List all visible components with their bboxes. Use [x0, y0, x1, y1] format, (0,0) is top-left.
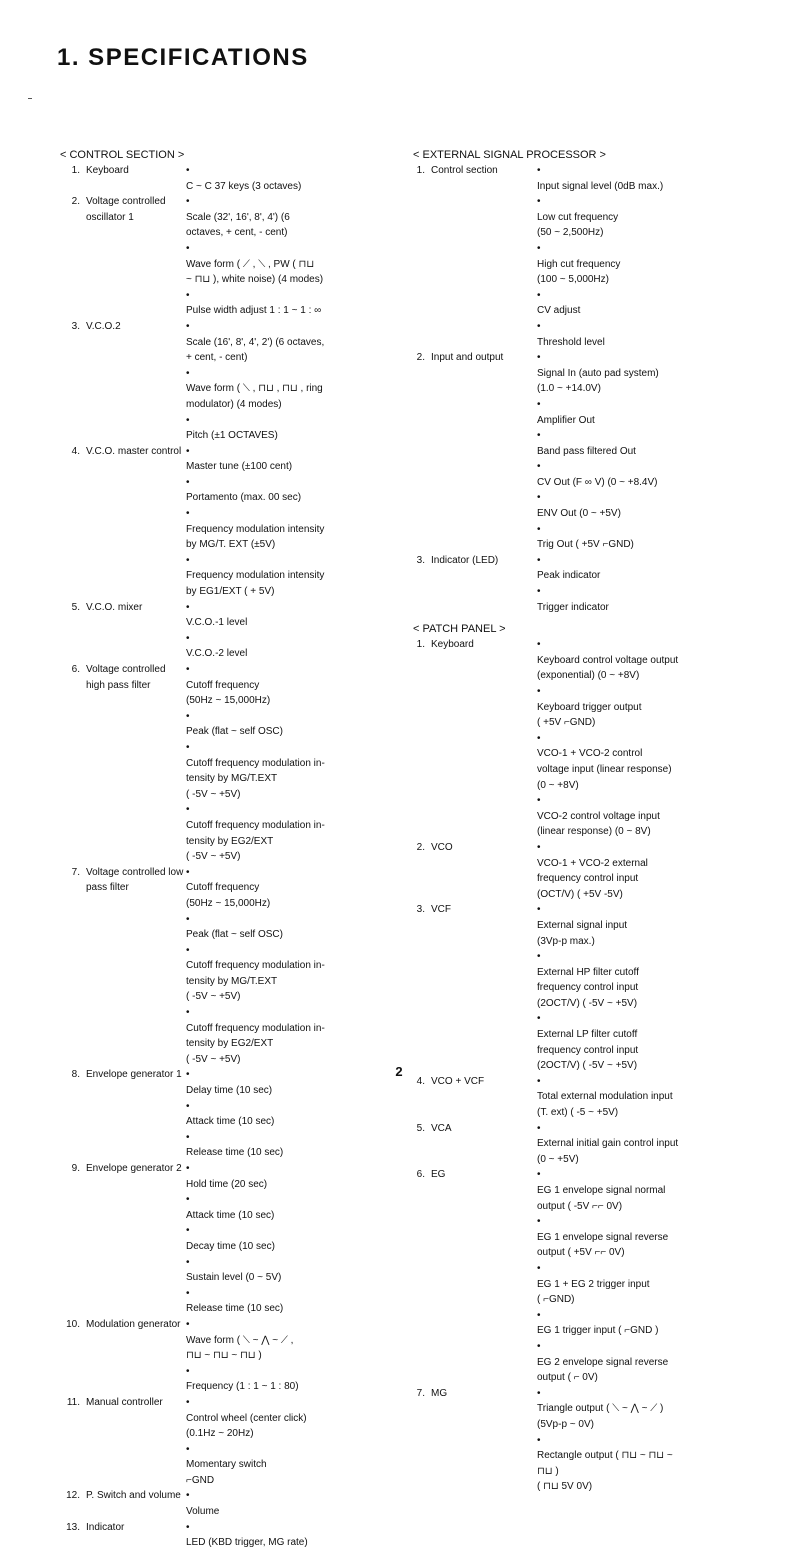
- item-specs: [186, 662, 380, 865]
- item-name: Modulation generator: [86, 1318, 181, 1330]
- spec-item: [413, 1074, 725, 1121]
- spec-line: (50Hz ~ 15,000Hz): [186, 897, 271, 909]
- spec-line: • Master tune (±100 cent): [186, 461, 293, 473]
- item-number: 7.: [416, 1387, 425, 1399]
- spec-bullet: [186, 709, 380, 740]
- item-name: V.C.O.2: [86, 320, 121, 332]
- spec-line: voltage input (linear response): [537, 763, 672, 775]
- spec-line: • C ~ C 37 keys (3 octaves): [186, 180, 302, 192]
- spec-item: [60, 662, 380, 865]
- spec-bullet: [537, 1214, 725, 1261]
- item-number: 3.: [71, 320, 80, 332]
- spec-bullet: [537, 1339, 725, 1386]
- spec-bullet: [537, 241, 725, 288]
- spec-line: ( -5V ~ +5V): [186, 788, 241, 800]
- item-number: 3.: [416, 904, 425, 916]
- spec-line: • External HP filter cutoff: [537, 966, 639, 978]
- spec-line: • Input signal level (0dB max.): [537, 180, 664, 192]
- spec-line: • EG 1 envelope signal reverse: [537, 1231, 669, 1243]
- item-number: 2.: [416, 352, 425, 364]
- spec-bullet: [537, 793, 725, 840]
- spec-item: [60, 1520, 380, 1551]
- item-name: Voltage controlled oscillator 1: [86, 196, 166, 223]
- item-number: 6.: [416, 1169, 425, 1181]
- item-specs: [186, 865, 380, 1068]
- item-specs: [537, 553, 725, 615]
- spec-bullet: [186, 444, 380, 475]
- item-number: 7.: [71, 866, 80, 878]
- spec-bullet: [186, 475, 380, 506]
- spec-item: [413, 1167, 725, 1385]
- item-name: VCA: [431, 1122, 452, 1134]
- spec-bullet: [537, 1433, 725, 1495]
- spec-line: • External signal input: [537, 919, 628, 931]
- item-name: V.C.O. mixer: [86, 601, 143, 613]
- spec-item: [60, 444, 380, 600]
- spec-bullet: [186, 288, 380, 319]
- spec-line: • Triangle output ( ⟍ ~ ⋀ ~ ⟋ ): [537, 1403, 664, 1415]
- spec-line: octaves, + cent, - cent): [186, 227, 288, 239]
- item-name: MG: [431, 1387, 448, 1399]
- item-specs: [537, 1167, 725, 1385]
- item-number: 2.: [71, 196, 80, 208]
- spec-bullet: [186, 1130, 380, 1161]
- item-number: 11.: [66, 1396, 80, 1408]
- spec-line: (0.1Hz ~ 20Hz): [186, 1428, 254, 1440]
- item-number: 4.: [71, 445, 80, 457]
- spec-line: (1.0 ~ +14.0V): [537, 383, 601, 395]
- spec-line: ~ ⊓⊔ ), white noise) (4 modes): [186, 274, 324, 286]
- spec-line: ⌐GND: [186, 1474, 215, 1486]
- spec-line: • Peak (flat ~ self OSC): [186, 929, 283, 941]
- spec-bullet: [186, 194, 380, 241]
- spec-bullet: [537, 522, 725, 553]
- spec-bullet: [537, 397, 725, 428]
- spec-line: • Cutoff frequency modulation in-: [186, 1022, 325, 1034]
- spec-line: • Cutoff frequency modulation in-: [186, 819, 325, 831]
- spec-bullet: [186, 802, 380, 864]
- spec-line: • Trig Out ( +5V ⌐GND): [537, 539, 634, 551]
- spec-line: output ( -5V ⌐⌐ 0V): [537, 1200, 623, 1212]
- spec-line: (linear response) (0 ~ 8V): [537, 826, 651, 838]
- spec-line: (OCT/V) ( +5V -5V): [537, 888, 623, 900]
- spec-line: • Release time (10 sec): [186, 1147, 284, 1159]
- spec-line: • Cutoff frequency: [186, 679, 260, 691]
- spec-line: • Momentary switch: [186, 1459, 267, 1471]
- section-gap: [413, 615, 725, 622]
- spec-line: • Wave form ( ⟍ ~ ⋀ ~ ⟋ ,: [186, 1334, 294, 1346]
- spec-line: frequency control input: [537, 873, 639, 885]
- item-specs: [186, 600, 380, 662]
- spec-bullet: [537, 553, 725, 584]
- spec-line: tensity by EG2/EXT: [186, 835, 274, 847]
- spec-bullet: [537, 319, 725, 350]
- item-name: Manual controller: [86, 1396, 163, 1408]
- spec-line: • Decay time (10 sec): [186, 1240, 275, 1252]
- spec-line: (50Hz ~ 15,000Hz): [186, 695, 271, 707]
- spec-line: • Frequency modulation intensity: [186, 570, 325, 582]
- spec-bullet: [186, 1161, 380, 1192]
- spec-line: • Pitch (±1 OCTAVES): [186, 430, 278, 442]
- spec-line: (0 ~ +5V): [537, 1153, 579, 1165]
- spec-line: • Keyboard control voltage output: [537, 654, 679, 666]
- spec-bullet: [186, 1488, 380, 1519]
- spec-bullet: [537, 490, 725, 521]
- spec-line: (3Vp-p max.): [537, 935, 595, 947]
- spec-line: tensity by MG/T.EXT: [186, 975, 278, 987]
- spec-line: • EG 1 envelope signal normal: [537, 1185, 666, 1196]
- spec-line: • Cutoff frequency modulation in-: [186, 757, 325, 769]
- spec-line: • CV Out (F ∞ V) (0 ~ +8.4V): [537, 476, 658, 488]
- spec-bullet: [186, 865, 380, 912]
- spec-line: • Scale (16', 8', 4', 2') (6 octaves,: [186, 336, 325, 348]
- spec-line: • Attack time (10 sec): [186, 1209, 275, 1221]
- spec-line: • VCO-2 control voltage input: [537, 810, 660, 822]
- spec-line: by EG1/EXT ( + 5V): [186, 586, 275, 598]
- spec-bullet: [186, 1223, 380, 1254]
- item-specs: [186, 444, 380, 600]
- spec-line: • Keyboard trigger output: [537, 701, 642, 713]
- spec-line: ( -5V ~ +5V): [186, 1053, 241, 1065]
- spec-bullet: [186, 163, 380, 194]
- spec-line: + cent, - cent): [186, 352, 248, 364]
- spec-line: • Wave form ( ⟋ , ⟍ , PW ( ⊓⊔: [186, 258, 315, 270]
- item-specs: [537, 163, 725, 350]
- item-name: EG: [431, 1169, 446, 1181]
- item-name: VCF: [431, 904, 451, 916]
- item-number: 3.: [416, 554, 425, 566]
- spec-line: modulator) (4 modes): [186, 398, 282, 410]
- item-number: 12.: [66, 1490, 80, 1502]
- item-specs: [186, 194, 380, 319]
- spec-line: • Amplifier Out: [537, 414, 595, 426]
- spec-bullet: [537, 902, 725, 949]
- item-specs: [186, 1161, 380, 1317]
- item-name: VCO + VCF: [431, 1075, 485, 1087]
- spec-bullet: [537, 684, 725, 731]
- spec-line: tensity by EG2/EXT: [186, 1038, 274, 1050]
- spec-bullet: [186, 366, 380, 413]
- spec-bullet: [537, 163, 725, 194]
- spec-bullet: [186, 1005, 380, 1067]
- spec-bullet: [186, 1286, 380, 1317]
- spec-bullet: [186, 943, 380, 1005]
- spec-line: • Total external modulation input: [537, 1091, 673, 1103]
- spec-bullet: [537, 428, 725, 459]
- item-specs: [186, 1488, 380, 1519]
- spec-line: by MG/T. EXT (±5V): [186, 539, 276, 551]
- spec-item: [413, 902, 725, 1074]
- spec-bullet: [537, 288, 725, 319]
- spec-line: (100 ~ 5,000Hz): [537, 274, 609, 286]
- item-number: 13.: [66, 1521, 80, 1533]
- spec-bullet: [186, 506, 380, 553]
- spec-line: (0 ~ +8V): [537, 779, 579, 791]
- spec-item: [413, 637, 725, 840]
- spec-line: • Cutoff frequency: [186, 882, 260, 894]
- spec-bullet: [186, 740, 380, 802]
- item-number: 8.: [71, 1069, 80, 1081]
- item-number: 1.: [416, 639, 425, 651]
- page-title: 1. SPECIFICATIONS: [57, 44, 309, 71]
- item-specs: [186, 319, 380, 444]
- spec-line: • Cutoff frequency modulation in-: [186, 960, 325, 972]
- spec-line: • EG 1 + EG 2 trigger input: [537, 1278, 650, 1290]
- spec-line: • Control wheel (center click): [186, 1412, 307, 1424]
- spec-line: • Hold time (20 sec): [186, 1178, 268, 1190]
- control-section-column: [60, 148, 380, 1551]
- spec-bullet: [186, 1099, 380, 1130]
- item-specs: [186, 1317, 380, 1395]
- item-specs: [537, 1386, 725, 1495]
- spec-bullet: [537, 1386, 725, 1433]
- spec-bullet: [186, 319, 380, 366]
- spec-line: • Scale (32', 16', 8', 4') (6: [186, 211, 290, 223]
- spec-item: [60, 1067, 380, 1161]
- spec-bullet: [186, 1442, 380, 1489]
- item-specs: [537, 1121, 725, 1168]
- spec-line: (5Vp-p ~ 0V): [537, 1418, 594, 1430]
- spec-line: output ( +5V ⌐⌐ 0V): [537, 1247, 625, 1259]
- section-heading: < CONTROL SECTION >: [60, 149, 185, 161]
- spec-bullet: [186, 912, 380, 943]
- spec-line: • LED (KBD trigger, MG rate): [186, 1537, 308, 1549]
- margin-mark: [28, 98, 32, 99]
- item-number: 9.: [71, 1163, 80, 1174]
- spec-line: ( ⌐GND): [537, 1294, 575, 1306]
- item-specs: [186, 1067, 380, 1161]
- page-number: 2: [395, 1064, 403, 1079]
- item-number: 1.: [416, 165, 425, 176]
- spec-bullet: [186, 1192, 380, 1223]
- spec-bullet: [186, 662, 380, 709]
- spec-bullet: [186, 1520, 380, 1551]
- spec-line: (exponential) (0 ~ +8V): [537, 670, 640, 682]
- spec-item: [60, 1488, 380, 1519]
- item-name: Envelope generator 1: [86, 1069, 182, 1081]
- item-name: VCO: [431, 841, 453, 853]
- spec-line: ( -5V ~ +5V): [186, 851, 241, 863]
- spec-bullet: [537, 949, 725, 1011]
- spec-line: • Band pass filtered Out: [537, 445, 636, 457]
- spec-bullet: [537, 459, 725, 490]
- spec-item: [60, 1161, 380, 1317]
- item-name: Keyboard: [431, 639, 474, 651]
- spec-bullet: [186, 413, 380, 444]
- section-heading: < EXTERNAL SIGNAL PROCESSOR >: [413, 149, 606, 161]
- spec-bullet: [537, 1261, 725, 1308]
- item-name: Indicator: [86, 1521, 125, 1533]
- spec-line: ⊓⊔ ): [537, 1465, 559, 1477]
- item-specs: [537, 840, 725, 902]
- spec-bullet: [186, 1395, 380, 1442]
- spec-item: [413, 1386, 725, 1495]
- spec-bullet: [537, 584, 725, 615]
- item-name: Input and output: [431, 352, 504, 364]
- spec-item: [60, 163, 380, 194]
- item-name: Voltage controlled high pass filter: [86, 664, 166, 691]
- spec-line: • Trigger indicator: [537, 601, 609, 613]
- spec-line: • VCO-1 + VCO-2 control: [537, 748, 643, 760]
- spec-bullet: [186, 631, 380, 662]
- item-name: Envelope generator 2: [86, 1163, 182, 1174]
- item-specs: [537, 902, 725, 1074]
- item-specs: [186, 163, 380, 194]
- spec-item: [413, 350, 725, 553]
- spec-line: • External initial gain control input: [537, 1138, 679, 1150]
- external-processor-column: [413, 148, 725, 1495]
- spec-line: • Frequency modulation intensity: [186, 523, 325, 535]
- item-specs: [537, 350, 725, 553]
- item-number: 1.: [71, 165, 80, 176]
- spec-line: frequency control input: [537, 1044, 639, 1056]
- spec-line: • Portamento (max. 00 sec): [186, 492, 302, 504]
- spec-line: • Wave form ( ⟍ , ⊓⊔ , ⊓⊔ , ring: [186, 383, 323, 395]
- item-name: Indicator (LED): [431, 554, 499, 566]
- spec-line: ( ⊓⊔ 5V 0V): [537, 1481, 593, 1493]
- spec-line: • Volume: [186, 1506, 220, 1518]
- spec-bullet: [537, 1308, 725, 1339]
- spec-line: • Low cut frequency: [537, 211, 619, 223]
- spec-line: ⊓⊔ ~ ⊓⊔ ~ ⊓⊔ ): [186, 1350, 262, 1362]
- spec-item: [60, 319, 380, 444]
- spec-item: [413, 840, 725, 902]
- item-name: V.C.O. master control: [86, 445, 182, 457]
- item-specs: [537, 1074, 725, 1121]
- spec-bullet: [186, 1255, 380, 1286]
- spec-line: • Sustain level (0 ~ 5V): [186, 1272, 282, 1284]
- spec-bullet: [186, 1317, 380, 1364]
- spec-bullet: [537, 637, 725, 684]
- spec-bullet: [537, 1074, 725, 1121]
- spec-bullet: [537, 731, 725, 793]
- spec-item: [413, 1121, 725, 1168]
- item-name: Voltage controlled low pass filter: [86, 866, 184, 894]
- spec-line: • EG 2 envelope signal reverse: [537, 1356, 669, 1368]
- spec-bullet: [537, 840, 725, 902]
- spec-line: • Pulse width adjust 1 : 1 ~ 1 : ∞: [186, 305, 322, 317]
- spec-bullet: [537, 1121, 725, 1168]
- item-number: 2.: [416, 841, 425, 853]
- spec-line: ( +5V ⌐GND): [537, 717, 596, 729]
- spec-item: [413, 553, 725, 615]
- spec-bullet: [537, 1167, 725, 1214]
- spec-item: [60, 865, 380, 1068]
- spec-line: • Threshold level: [537, 336, 605, 348]
- item-specs: [537, 637, 725, 840]
- spec-line: (T. ext) ( -5 ~ +5V): [537, 1107, 619, 1119]
- spec-bullet: [186, 241, 380, 288]
- item-name: Keyboard: [86, 165, 129, 176]
- spec-item: [60, 194, 380, 319]
- spec-line: • Rectangle output ( ⊓⊔ ~ ⊓⊔ ~: [537, 1450, 673, 1462]
- spec-line: • EG 1 trigger input ( ⌐GND ): [537, 1325, 659, 1337]
- spec-line: • V.C.O.-2 level: [186, 648, 248, 660]
- spec-item: [60, 1317, 380, 1395]
- spec-line: • External LP filter cutoff: [537, 1029, 638, 1041]
- spec-bullet: [186, 553, 380, 600]
- item-specs: [186, 1395, 380, 1489]
- spec-line: output ( ⌐ 0V): [537, 1372, 598, 1384]
- spec-item: [60, 1395, 380, 1489]
- spec-line: tensity by MG/T.EXT: [186, 773, 278, 785]
- spec-bullet: [537, 350, 725, 397]
- spec-line: (2OCT/V) ( -5V ~ +5V): [537, 997, 638, 1009]
- spec-line: • V.C.O.-1 level: [186, 617, 248, 629]
- spec-bullet: [186, 1364, 380, 1395]
- item-number: 10.: [66, 1318, 80, 1330]
- item-specs: [186, 1520, 380, 1551]
- spec-line: frequency control input: [537, 982, 639, 994]
- spec-line: (50 ~ 2,500Hz): [537, 227, 604, 239]
- item-number: 5.: [71, 601, 80, 613]
- item-name: Control section: [431, 165, 498, 176]
- spec-line: • Peak (flat ~ self OSC): [186, 726, 283, 738]
- item-number: 6.: [71, 664, 80, 675]
- spec-line: • Peak indicator: [537, 570, 601, 582]
- spec-line: • Frequency (1 : 1 ~ 1 : 80): [186, 1381, 299, 1393]
- spec-line: • VCO-1 + VCO-2 external: [537, 857, 648, 869]
- spec-bullet: [537, 194, 725, 241]
- spec-line: • Delay time (10 sec): [186, 1085, 273, 1097]
- section-heading: < PATCH PANEL >: [413, 623, 506, 636]
- spec-line: • ENV Out (0 ~ +5V): [537, 508, 621, 520]
- item-name: P. Switch and volume: [86, 1490, 181, 1502]
- spec-line: • High cut frequency: [537, 258, 621, 270]
- item-number: 4.: [416, 1075, 425, 1087]
- spec-line: ( -5V ~ +5V): [186, 991, 241, 1003]
- spec-bullet: [186, 600, 380, 631]
- item-number: 5.: [416, 1122, 425, 1134]
- spec-line: • Release time (10 sec): [186, 1303, 284, 1315]
- spec-item: [60, 600, 380, 662]
- spec-line: • Signal In (auto pad system): [537, 367, 659, 379]
- spec-item: [413, 163, 725, 350]
- spec-line: • Attack time (10 sec): [186, 1116, 275, 1128]
- spec-line: (2OCT/V) ( -5V ~ +5V): [537, 1060, 638, 1072]
- spec-line: • CV adjust: [537, 305, 581, 317]
